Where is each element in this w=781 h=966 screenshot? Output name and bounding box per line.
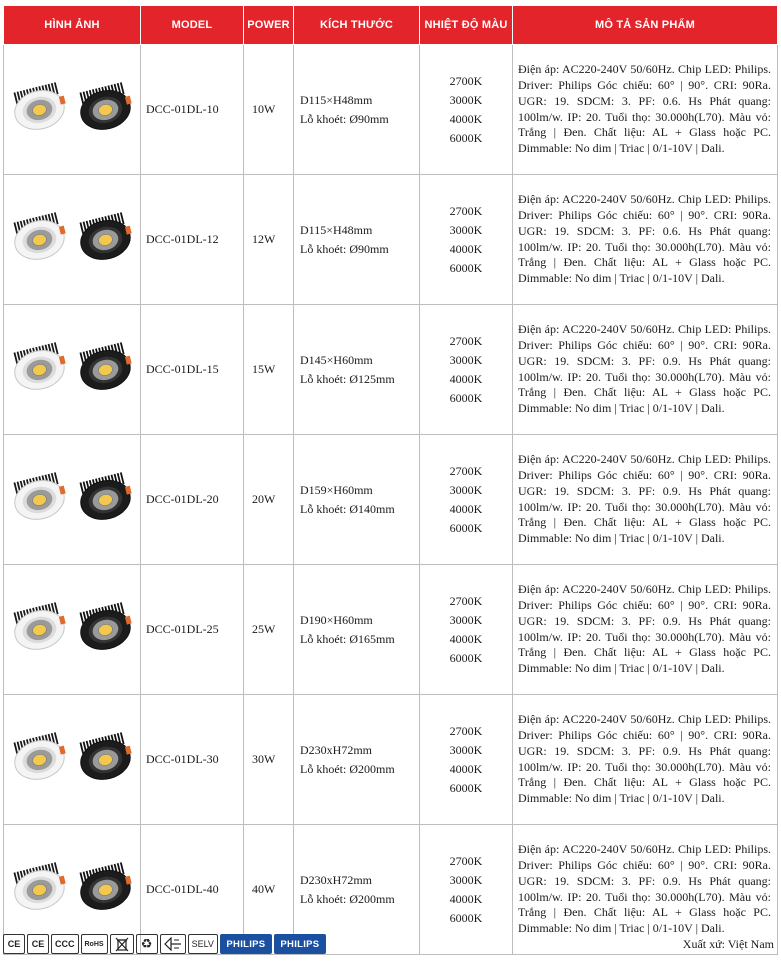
cct-value: 6000K bbox=[449, 650, 483, 665]
table-row bbox=[4, 175, 778, 305]
downlight-black-icon bbox=[76, 82, 134, 138]
downlight-black-icon bbox=[76, 732, 134, 788]
downlight-white-icon bbox=[10, 732, 68, 788]
description-cell: Điện áp: AC220-240V 50/60Hz. Chip LED: Philips. Driver: Philips Góc chiếu: 60° | 90°. CRI: 90Ra. UGR: 19. SDCM: 3. PF: 0.9. Hs Phát quang: 100lm/w. IP: 20. Tuổi thọ: 30.000h(L70). Màu vỏ: Trắng | Đen. Chất liệu: AL + Glass hoặc PC. Dimmable: No dim | Triac | 0/1-10V | Dali. bbox=[513, 825, 778, 955]
product-image-cell bbox=[4, 45, 141, 175]
product-image bbox=[10, 212, 134, 268]
cct-value: 4000K bbox=[449, 761, 483, 776]
cutout-text: Lỗ khoét: Ø90mm bbox=[300, 111, 389, 126]
cct-value: 6000K bbox=[449, 780, 483, 795]
size-cell bbox=[294, 305, 420, 435]
power-cell: 12W bbox=[244, 175, 294, 305]
cct-value: 3000K bbox=[449, 222, 483, 237]
header-power: POWER bbox=[244, 6, 294, 45]
downlight-white-icon bbox=[10, 602, 68, 658]
product-image bbox=[10, 82, 134, 138]
size-cell bbox=[294, 435, 420, 565]
power-cell: 25W bbox=[244, 565, 294, 695]
cutout-text: Lỗ khoét: Ø90mm bbox=[300, 241, 389, 256]
product-image-cell bbox=[4, 175, 141, 305]
table-row bbox=[4, 695, 778, 825]
cct-value: 6000K bbox=[449, 910, 483, 925]
cutout-text: Lỗ khoét: Ø200mm bbox=[300, 761, 395, 776]
size-cell bbox=[294, 175, 420, 305]
cct-value: 3000K bbox=[449, 742, 483, 757]
size-cell bbox=[294, 565, 420, 695]
cct-value: 4000K bbox=[449, 501, 483, 516]
ce-mark-icon: CE bbox=[27, 934, 49, 954]
cutout-text: Lỗ khoét: Ø140mm bbox=[300, 501, 395, 516]
dimension-text: D115×H48mm bbox=[300, 92, 373, 107]
cct-value: 4000K bbox=[449, 631, 483, 646]
origin-text: Xuất xứ: Việt Nam bbox=[682, 937, 774, 951]
led-mark-icon bbox=[160, 934, 186, 954]
product-image bbox=[10, 342, 134, 398]
description-cell: Điện áp: AC220-240V 50/60Hz. Chip LED: Philips. Driver: Philips Góc chiếu: 60° | 90°. CRI: 90Ra. UGR: 19. SDCM: 3. PF: 0.6. Hs Phát quang: 100lm/w. IP: 20. Tuổi thọ: 30.000h(L70). Màu vỏ: Trắng | Đen. Chất liệu: AL + Glass hoặc PC. Dimmable: No dim | Triac | 0/1-10V | Dali. bbox=[513, 175, 778, 305]
dimension-text: D145×H60mm bbox=[300, 352, 373, 367]
product-image bbox=[10, 732, 134, 788]
downlight-black-icon bbox=[76, 472, 134, 528]
cct-value: 2700K bbox=[449, 333, 483, 348]
footer bbox=[3, 932, 777, 958]
model-cell: DCC-01DL-40 bbox=[141, 825, 244, 955]
weee-bin-icon bbox=[110, 934, 134, 954]
cct-value: 6000K bbox=[449, 130, 483, 145]
product-image bbox=[10, 862, 134, 918]
description-cell: Điện áp: AC220-240V 50/60Hz. Chip LED: Philips. Driver: Philips Góc chiếu: 60° | 90°. CRI: 90Ra. UGR: 19. SDCM: 3. PF: 0.9. Hs Phát quang: 100lm/w. IP: 20. Tuổi thọ: 30.000h(L70). Màu vỏ: Trắng | Đen. Chất liệu: AL + Glass hoặc PC. Dimmable: No dim | Triac | 0/1-10V | Dali. bbox=[513, 695, 778, 825]
cct-value: 2700K bbox=[449, 853, 483, 868]
dimension-text: D230xH72mm bbox=[300, 742, 372, 757]
cct-value: 6000K bbox=[449, 260, 483, 275]
selv-mark-icon: SELV bbox=[188, 934, 218, 954]
philips-logo-icon: PHILIPS bbox=[274, 934, 326, 954]
downlight-white-icon bbox=[10, 212, 68, 268]
product-image-cell bbox=[4, 435, 141, 565]
cct-cell bbox=[420, 565, 513, 695]
ccc-mark-icon: CCC bbox=[51, 934, 79, 954]
table-row bbox=[4, 305, 778, 435]
product-image-cell bbox=[4, 565, 141, 695]
cct-value: 4000K bbox=[449, 371, 483, 386]
product-image bbox=[10, 602, 134, 658]
product-image bbox=[10, 472, 134, 528]
dimension-text: D159×H60mm bbox=[300, 482, 373, 497]
philips-logo-icon: PHILIPS bbox=[220, 934, 272, 954]
cct-value: 2700K bbox=[449, 203, 483, 218]
cct-cell bbox=[420, 175, 513, 305]
cct-cell bbox=[420, 305, 513, 435]
size-cell bbox=[294, 695, 420, 825]
cct-value: 3000K bbox=[449, 612, 483, 627]
header-model: MODEL bbox=[141, 6, 244, 45]
cct-value: 2700K bbox=[449, 723, 483, 738]
table-row bbox=[4, 565, 778, 695]
certification-icons bbox=[3, 934, 326, 954]
cct-cell bbox=[420, 695, 513, 825]
cct-cell bbox=[420, 45, 513, 175]
cutout-text: Lỗ khoét: Ø200mm bbox=[300, 891, 395, 906]
downlight-black-icon bbox=[76, 862, 134, 918]
cutout-text: Lỗ khoét: Ø125mm bbox=[300, 371, 395, 386]
ce-mark-icon: CE bbox=[3, 934, 25, 954]
description-cell: Điện áp: AC220-240V 50/60Hz. Chip LED: Philips. Driver: Philips Góc chiếu: 60° | 90°. CRI: 90Ra. UGR: 19. SDCM: 3. PF: 0.6. Hs Phát quang: 100lm/w. IP: 20. Tuổi thọ: 30.000h(L70). Màu vỏ: Trắng | Đen. Chất liệu: AL + Glass hoặc PC. Dimmable: No dim | Triac | 0/1-10V | Dali. bbox=[513, 45, 778, 175]
model-cell: DCC-01DL-15 bbox=[141, 305, 244, 435]
description-cell: Điện áp: AC220-240V 50/60Hz. Chip LED: Philips. Driver: Philips Góc chiếu: 60° | 90°. CRI: 90Ra. UGR: 19. SDCM: 3. PF: 0.9. Hs Phát quang: 100lm/w. IP: 20. Tuổi thọ: 30.000h(L70). Màu vỏ: Trắng | Đen. Chất liệu: AL + Glass hoặc PC. Dimmable: No dim | Triac | 0/1-10V | Dali. bbox=[513, 565, 778, 695]
model-cell: DCC-01DL-20 bbox=[141, 435, 244, 565]
cct-value: 4000K bbox=[449, 891, 483, 906]
cutout-text: Lỗ khoét: Ø165mm bbox=[300, 631, 395, 646]
cct-value: 3000K bbox=[449, 872, 483, 887]
model-cell: DCC-01DL-25 bbox=[141, 565, 244, 695]
dimension-text: D115×H48mm bbox=[300, 222, 373, 237]
downlight-white-icon bbox=[10, 82, 68, 138]
dimension-text: D230xH72mm bbox=[300, 872, 372, 887]
rohs-mark-icon: RoHS bbox=[81, 934, 108, 954]
header-description: MÔ TẢ SẢN PHẨM bbox=[513, 6, 778, 45]
cct-value: 6000K bbox=[449, 390, 483, 405]
model-cell: DCC-01DL-30 bbox=[141, 695, 244, 825]
model-cell: DCC-01DL-12 bbox=[141, 175, 244, 305]
cct-value: 2700K bbox=[449, 463, 483, 478]
downlight-white-icon bbox=[10, 472, 68, 528]
product-image-cell bbox=[4, 695, 141, 825]
description-cell: Điện áp: AC220-240V 50/60Hz. Chip LED: Philips. Driver: Philips Góc chiếu: 60° | 90°. CRI: 90Ra. UGR: 19. SDCM: 3. PF: 0.9. Hs Phát quang: 100lm/w. IP: 20. Tuổi thọ: 30.000h(L70). Màu vỏ: Trắng | Đen. Chất liệu: AL + Glass hoặc PC. Dimmable: No dim | Triac | 0/1-10V | Dali. bbox=[513, 305, 778, 435]
power-cell: 30W bbox=[244, 695, 294, 825]
table-row bbox=[4, 45, 778, 175]
header-image: HÌNH ẢNH bbox=[4, 6, 141, 45]
downlight-black-icon bbox=[76, 212, 134, 268]
downlight-black-icon bbox=[76, 602, 134, 658]
cct-value: 3000K bbox=[449, 352, 483, 367]
header-cct: NHIỆT ĐỘ MÀU bbox=[420, 6, 513, 45]
downlight-white-icon bbox=[10, 342, 68, 398]
cct-value: 4000K bbox=[449, 111, 483, 126]
cct-value: 2700K bbox=[449, 593, 483, 608]
cct-value: 3000K bbox=[449, 92, 483, 107]
power-cell: 40W bbox=[244, 825, 294, 955]
cct-value: 4000K bbox=[449, 241, 483, 256]
model-cell: DCC-01DL-10 bbox=[141, 45, 244, 175]
product-image-cell bbox=[4, 305, 141, 435]
recycle-icon: ♻ bbox=[136, 934, 158, 954]
downlight-black-icon bbox=[76, 342, 134, 398]
power-cell: 10W bbox=[244, 45, 294, 175]
description-cell: Điện áp: AC220-240V 50/60Hz. Chip LED: Philips. Driver: Philips Góc chiếu: 60° | 90°. CRI: 90Ra. UGR: 19. SDCM: 3. PF: 0.9. Hs Phát quang: 100lm/w. IP: 20. Tuổi thọ: 30.000h(L70). Màu vỏ: Trắng | Đen. Chất liệu: AL + Glass hoặc PC. Dimmable: No dim | Triac | 0/1-10V | Dali. bbox=[513, 435, 778, 565]
power-cell: 15W bbox=[244, 305, 294, 435]
product-spec-table bbox=[3, 5, 778, 955]
power-cell: 20W bbox=[244, 435, 294, 565]
cct-value: 3000K bbox=[449, 482, 483, 497]
size-cell bbox=[294, 45, 420, 175]
cct-value: 6000K bbox=[449, 520, 483, 535]
header-row bbox=[4, 6, 778, 45]
downlight-white-icon bbox=[10, 862, 68, 918]
header-size: KÍCH THƯỚC bbox=[294, 6, 420, 45]
cct-value: 2700K bbox=[449, 73, 483, 88]
table-row bbox=[4, 435, 778, 565]
dimension-text: D190×H60mm bbox=[300, 612, 373, 627]
cct-cell bbox=[420, 435, 513, 565]
